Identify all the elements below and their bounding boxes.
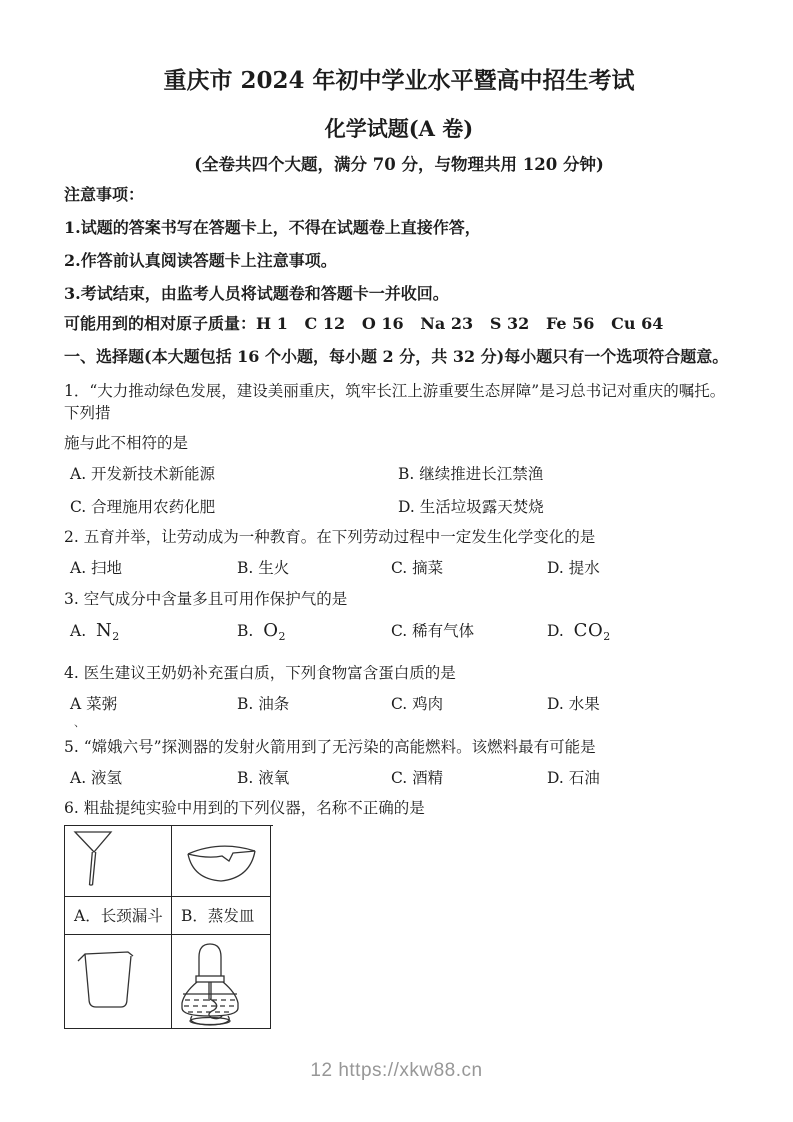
q5-option-c: C. 酒精 <box>391 769 444 788</box>
q5-stem: 5. “嫦娥六号”探测器的发射火箭用到了无污染的高能燃料。该燃料最有可能是 <box>64 738 596 757</box>
q4-options-row <box>64 693 734 730</box>
atomic-mass-line: 可能用到的相对原子质量：H 1 C 12 O 16 Na 23 S 32 Fe 56 Cu 64 <box>64 314 664 333</box>
stray-mark: 、 <box>74 716 85 730</box>
q1-options-row-1 <box>64 463 734 485</box>
long-neck-funnel-icon <box>65 826 172 897</box>
q2-option-a: A. 扫地 <box>70 559 123 577</box>
page-content <box>64 0 734 1029</box>
q3-option-d: D. $CO_2$ <box>547 620 611 644</box>
q5-option-b: B. 液氧 <box>237 769 290 788</box>
table-label-b: B．蒸发皿 <box>172 897 271 935</box>
q4-stem: 4. 医生建议王奶奶补充蛋白质，下列食物富含蛋白质的是 <box>64 664 456 683</box>
exam-info: (全卷共四个大题，满分 70 分，与物理共用 120 分钟) <box>194 155 604 174</box>
q3-option-c: C. 稀有气体 <box>391 622 475 640</box>
notes-heading: 注意事项： <box>64 185 145 204</box>
q4-option-a: A 菜粥 <box>70 695 118 714</box>
page-title: 重庆市 2024 年初中学业水平暨高中招生考试 <box>163 67 635 94</box>
note-item-1: 1.试题的答案书写在答题卡上，不得在试题卷上直接作答， <box>64 218 481 237</box>
q2-option-c: C. 摘菜 <box>391 559 444 577</box>
q5-option-d: D. 石油 <box>547 769 600 788</box>
rare-gas-text: 稀有气体 <box>412 622 475 640</box>
q6-instrument-table <box>64 825 273 1029</box>
formula-o2: O <box>263 620 279 641</box>
q4-option-d: D. 水果 <box>547 695 600 714</box>
q1-stem-line2: 施与此不相符的是 <box>64 434 189 452</box>
beaker-icon <box>65 935 172 1029</box>
page-footer: 12 https://xkw88.cn <box>310 1060 483 1081</box>
q3-options-row <box>64 618 734 650</box>
q1-option-a: A. 开发新技术新能源 <box>70 465 216 483</box>
note-item-3: 3.考试结束，由监考人员将试题卷和答题卡一并收回。 <box>64 284 449 303</box>
q1-stem-line1: 1．“大力推动绿色发展，建设美丽重庆，筑牢长江上游重要生态屏障”是习总书记对重庆的嘱托。下列措 <box>64 382 726 422</box>
q2-options-row <box>64 557 734 579</box>
table-cell-funnel <box>65 826 172 897</box>
q4-option-b: B. 油条 <box>237 695 290 714</box>
evaporating-dish-icon <box>172 826 271 897</box>
q5-option-a: A. 液氢 <box>70 769 123 788</box>
q1-options-row-2 <box>64 496 734 518</box>
q2-option-d: D. 提水 <box>547 559 600 577</box>
alcohol-lamp-icon <box>172 935 271 1029</box>
q3-stem: 3. 空气成分中含量多且可用作保护气的是 <box>64 590 348 608</box>
q1-option-b: B. 继续推进长江禁渔 <box>398 465 544 483</box>
q2-stem: 2. 五育并举，让劳动成为一种教育。在下列劳动过程中一定发生化学变化的是 <box>64 528 596 546</box>
exam-subtitle: 化学试题(A 卷) <box>324 116 474 141</box>
table-cell-dish <box>172 826 271 897</box>
table-label-a: A．长颈漏斗 <box>65 897 172 935</box>
q6-stem: 6. 粗盐提纯实验中用到的下列仪器，名称不正确的是 <box>64 799 425 818</box>
q4-option-c: C. 鸡肉 <box>391 695 444 714</box>
q3-option-a: A. $N_2$ <box>70 620 120 644</box>
q2-option-b: B. 生火 <box>237 559 290 577</box>
table-cell-beaker <box>65 935 172 1029</box>
q3-option-b: B. $O_2$ <box>237 620 286 644</box>
table-cell-lamp <box>172 935 271 1029</box>
formula-n2: N <box>95 620 113 641</box>
section-1-heading: 一、选择题(本大题包括 16 个小题，每小题 2 分，共 32 分)每小题只有一个选项符合题意。 <box>64 347 729 366</box>
formula-co2: CO <box>573 620 604 641</box>
q5-options-row <box>64 767 734 789</box>
q1-option-d: D. 生活垃圾露天焚烧 <box>398 498 544 516</box>
q1-option-c: C. 合理施用农药化肥 <box>70 498 216 516</box>
note-item-2: 2.作答前认真阅读答题卡上注意事项。 <box>64 251 337 270</box>
